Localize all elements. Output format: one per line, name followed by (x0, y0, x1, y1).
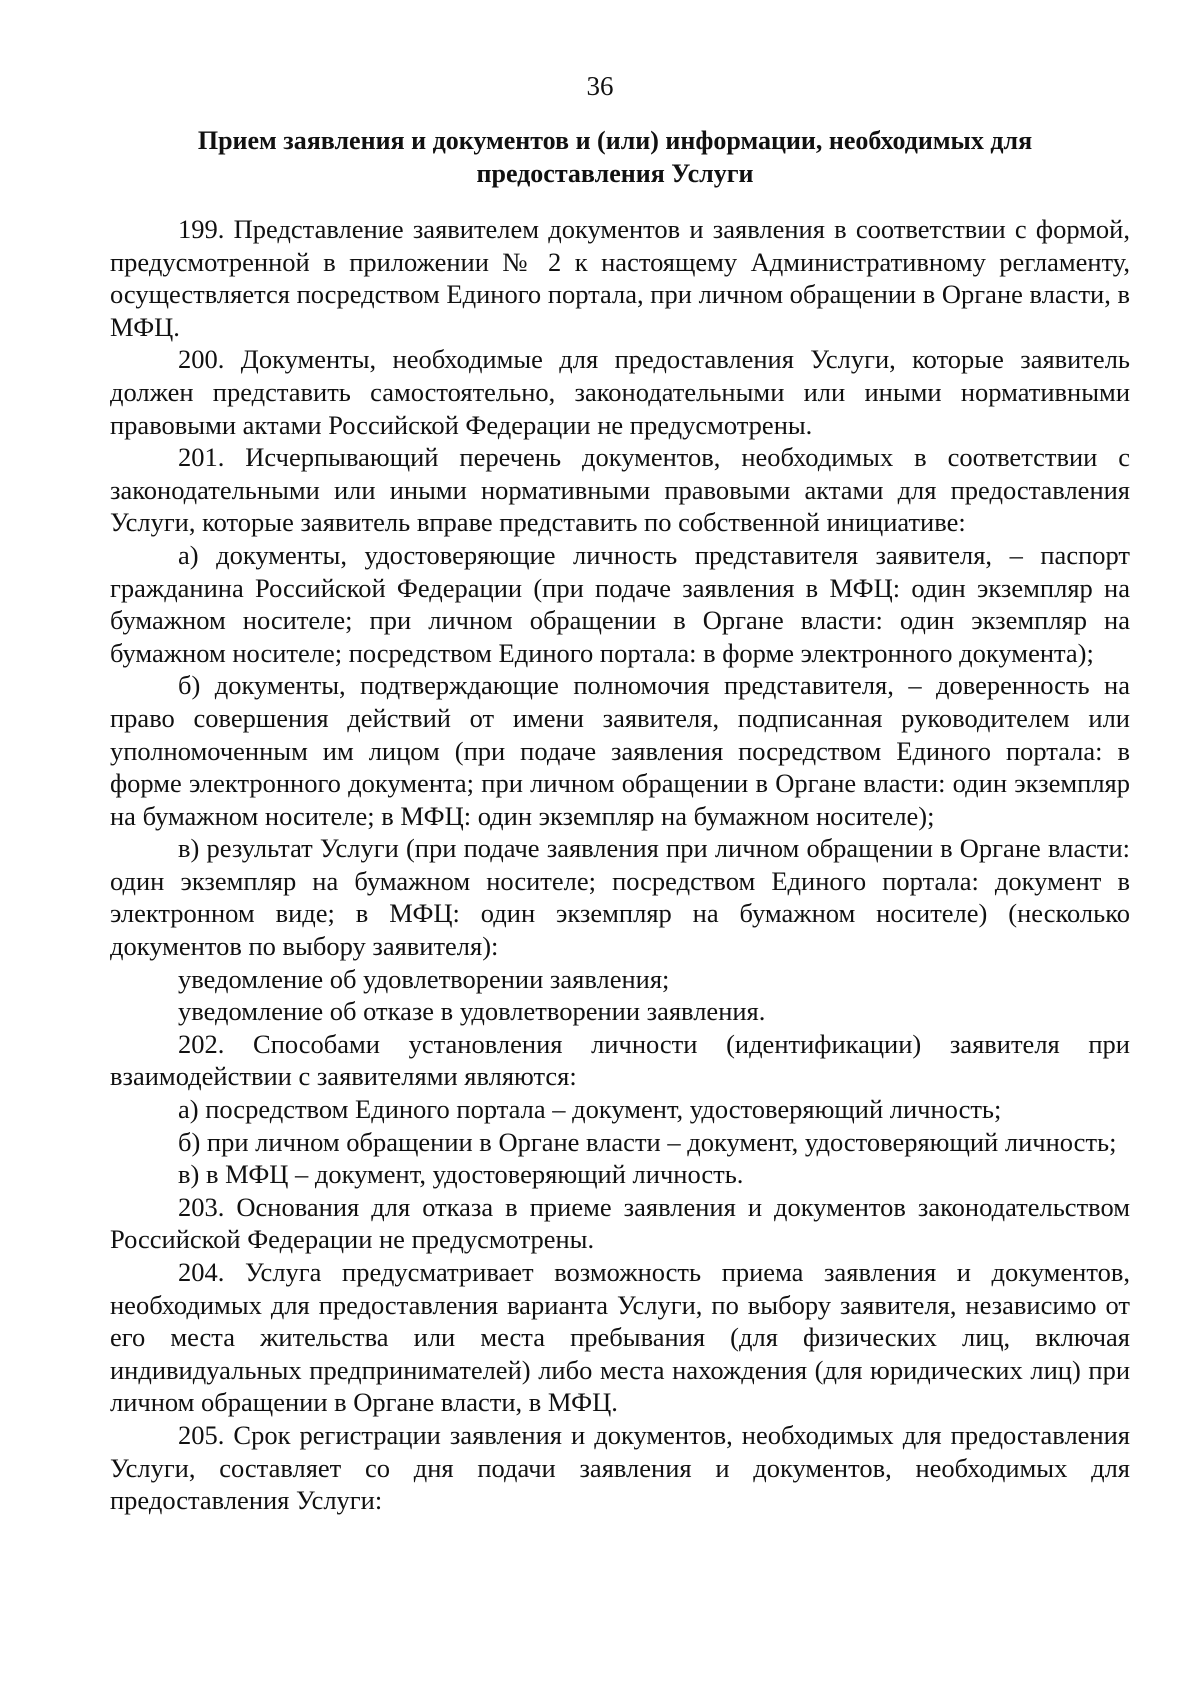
paragraph-201: 201. Исчерпывающий перечень документов, необходимых в соответствии с законодательными или иными нормативными правовыми актами для предоставления Услуги, которые заявитель вправе представить по собственной инициативе: (110, 442, 1130, 538)
paragraph-201-b: б) документы, подтверждающие полномочия представителя, – доверенность на право совершения действий от имени заявителя, подписанная руководителем или уполномоченным им лицом (при подаче заявления посредством Единого портала: в форме электронного документа; при личном обращении в Органе власти: один экземпляр на бумажном носителе; в МФЦ: один экземпляр на бумажном носителе); (110, 670, 1130, 831)
paragraph-201-v: в) результат Услуги (при подаче заявления при личном обращении в Органе власти: один экземпляр на бумажном носителе; посредством Единого портала: документ в электронном виде; в МФЦ: один экземпляр на бумажном носителе) (несколько документов по выбору заявителя): (110, 833, 1130, 962)
paragraph-201-v-item-2: уведомление об отказе в удовлетворении заявления. (178, 996, 766, 1027)
section-heading: Прием заявления и документов и (или) информации, необходимых для предоставления Услуги (197, 126, 1033, 188)
paragraph-204: 204. Услуга предусматривает возможность приема заявления и документов, необходимых для предоставления варианта Услуги, по выбору заявителя, независимо от его места жительства или места пребывания (для физических лиц, включая индивидуальных предпринимателей) либо места нахождения (для юридических лиц) при личном обращении в Органе власти, в МФЦ. (110, 1257, 1130, 1418)
paragraph-203: 203. Основания для отказа в приеме заявления и документов законодательством Российской Федерации не предусмотрены. (110, 1191, 1130, 1255)
paragraph-201-v-item-1: уведомление об удовлетворении заявления; (178, 963, 670, 994)
paragraph-202-a: а) посредством Единого портала – документ, удостоверяющий личность; (178, 1094, 1002, 1125)
paragraph-201-a: а) документы, удостоверяющие личность представителя заявителя, – паспорт гражданина Российской Федерации (при подаче заявления в МФЦ: один экземпляр на бумажном носителе; при личном обращении в Органе власти: один экземпляр на бумажном носителе; посредством Единого портала: в форме электронного документа); (110, 539, 1130, 668)
paragraph-199: 199. Представление заявителем документов и заявления в соответствии с формой, предусмотренной в приложении № 2 к настоящему Административному регламенту, осуществляется посредством Единого портала, при личном обращении в Органе власти, в МФЦ. (110, 214, 1130, 342)
paragraph-205: 205. Срок регистрации заявления и документов, необходимых для предоставления Услуги, составляет со дня подачи заявления и документов, необходимых для предоставления Услуги: (110, 1419, 1130, 1516)
paragraph-202: 202. Способами установления личности (идентификации) заявителя при взаимодействии с заявителями являются: (110, 1028, 1130, 1092)
paragraph-202-v: в) в МФЦ – документ, удостоверяющий личность. (178, 1159, 744, 1190)
document-body (110, 213, 1130, 1517)
page-number: 36 (586, 71, 614, 101)
paragraph-202-b: б) при личном обращении в Органе власти – документ, удостоверяющий личность; (178, 1126, 1117, 1157)
paragraph-200: 200. Документы, необходимые для предоставления Услуги, которые заявитель должен представить самостоятельно, законодательными или иными нормативными правовыми актами Российской Федерации не предусмотрены. (110, 344, 1130, 440)
